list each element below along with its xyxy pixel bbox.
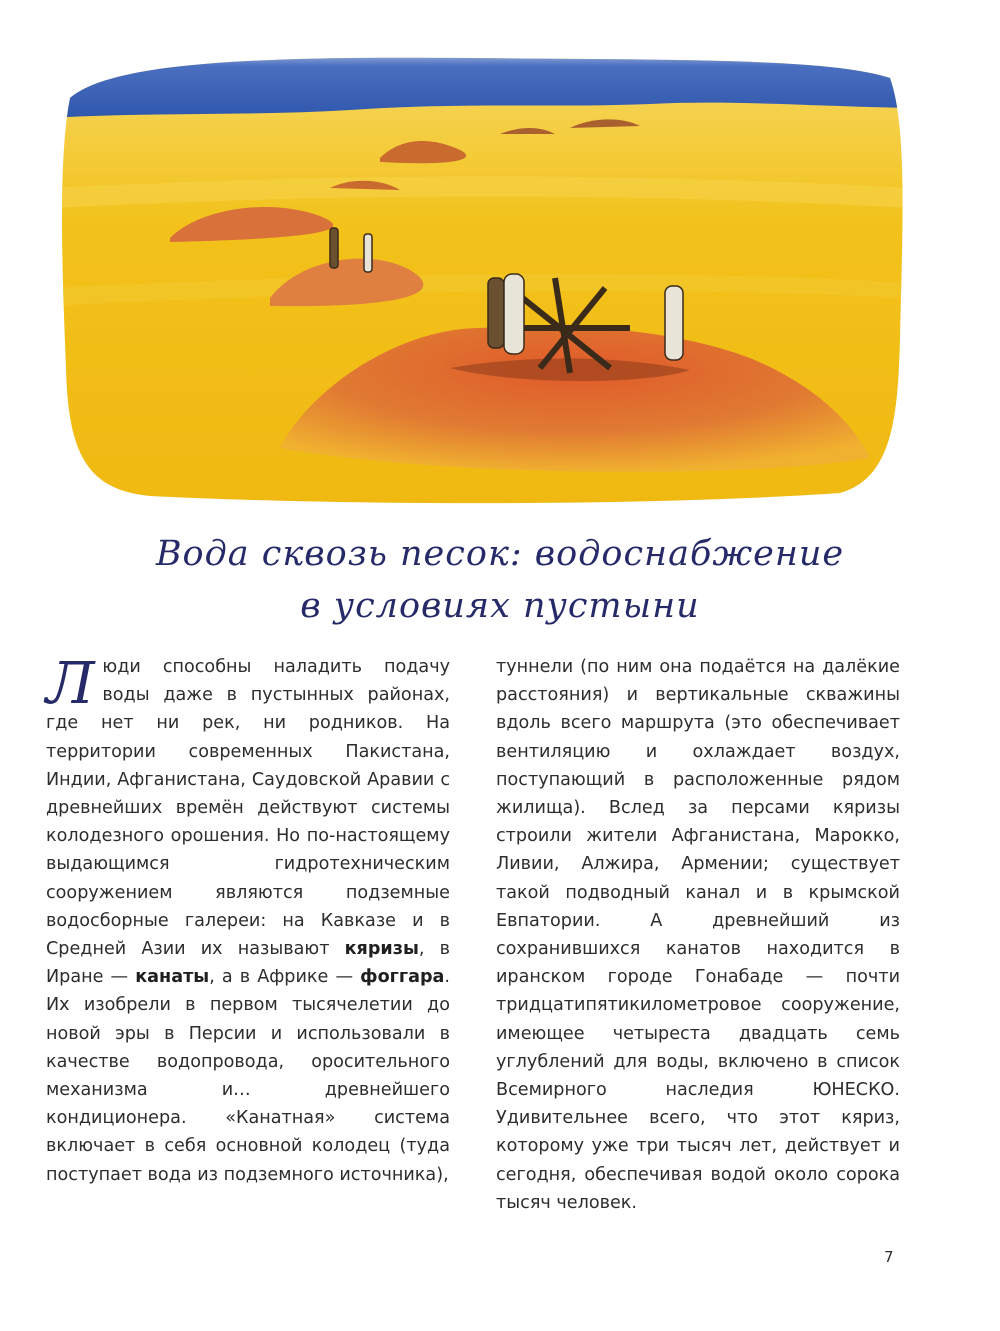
term-kyarizy: кяризы — [344, 939, 419, 960]
drop-cap: Л — [46, 649, 95, 717]
page-title — [40, 528, 960, 632]
term-kanaty: канаты — [135, 967, 210, 988]
text-column-left — [46, 649, 451, 1189]
body-text: туннели (по ним она подаётся на далёкие расстояния) и вертикальные скважины вдоль всего маршрута (это обеспечивает вентиляцию и охлаждает воздух, поступающий в расположенные рядом жилища). Вслед за персами кяризы строили жители Афганистана, Марокко, Ливии, Алжира, Армении; существует такой подводный канал и в крымской Евпатории. А древнейший из сохранившихся канатов находится в иранском городе Гонабаде — почти тридцатипятикилометровое сооружение, имеющее четыреста двадцать семь углублений для воды, включено в список Всемирного наследия ЮНЕСКО. Удивительнее всего, что этот кяриз, которому уже три тысяч лет, действует и сегодня, обеспечивая водой около сорока тысяч человек. — [496, 657, 900, 1213]
body-text: , а в Африке — — [209, 967, 361, 988]
title-line-1: Вода сквозь песок: водоснабжение — [155, 534, 845, 574]
term-foggara: фоггара — [360, 967, 445, 988]
body-text: , в Иране — — [46, 939, 450, 988]
title-line-2: в условиях пустыни — [300, 586, 700, 626]
text-column-right — [496, 653, 900, 1217]
body-text: юди способны наладить подачу воды даже в пустынных районах, где нет ни рек, ни родников. На территории современных Пакистана, Индии, Афганистана, Саудовской Аравии с древнейших времён действуют системы колодезного орошения. Но по-настоящему выдающимся гидротехническим сооружением являются подземные водосборные галереи: на Кавказе и в Средней Азии их называют — [46, 657, 450, 960]
body-text: . Их изобрели в первом тысячелетии до новой эры в Персии и использовали в качестве водопровода, оросительного механизма и… древнейшего кондиционера. «Канатная» система включает в себя основной колодец (туда поступает вода из подземного источника), — [46, 967, 451, 1185]
page-number: 7 — [884, 1248, 894, 1266]
desert-illustration — [50, 38, 910, 508]
